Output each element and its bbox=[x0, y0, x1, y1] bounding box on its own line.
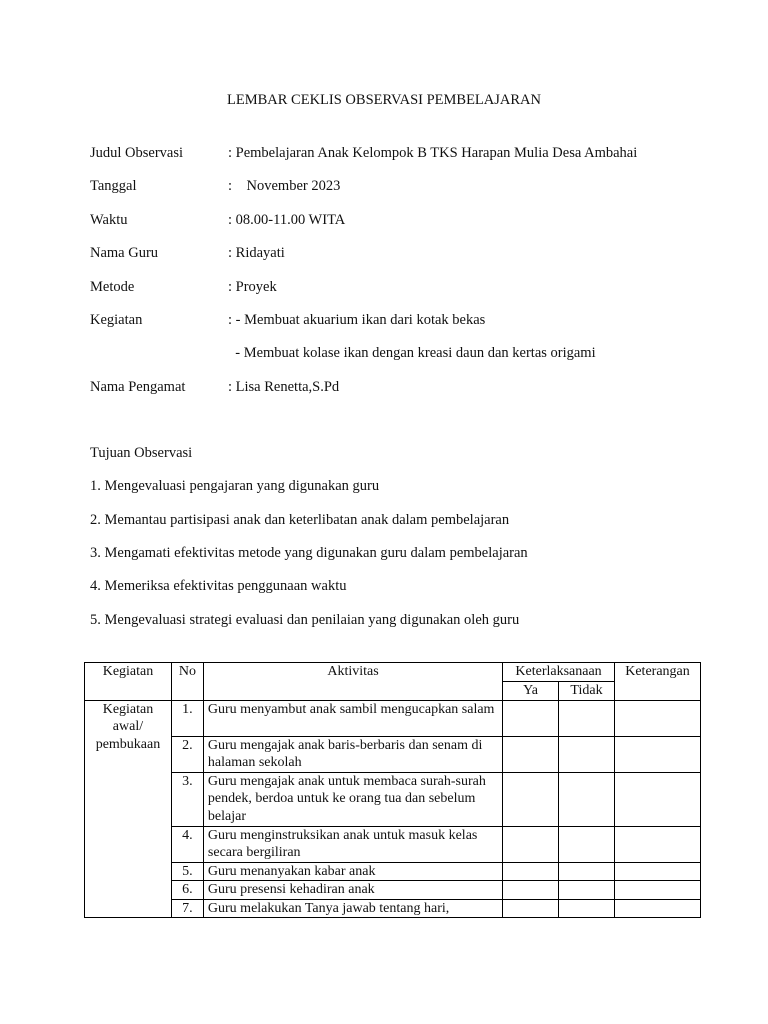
row-no: 1. bbox=[171, 700, 203, 736]
row-no: 3. bbox=[171, 772, 203, 826]
field-value: : 08.00-11.00 WITA bbox=[228, 212, 346, 228]
table-row bbox=[85, 826, 701, 862]
row-aktivitas: Guru menanyakan kabar anak bbox=[203, 862, 502, 881]
row-aktivitas: Guru melakukan Tanya jawab tentang hari, bbox=[203, 899, 502, 918]
field-label: Metode bbox=[90, 279, 135, 295]
tidak-cell[interactable] bbox=[559, 736, 615, 772]
ya-cell[interactable] bbox=[503, 700, 559, 736]
field-label: Nama Guru bbox=[90, 245, 159, 261]
ya-cell[interactable] bbox=[503, 881, 559, 900]
field-value: : Pembelajaran Anak Kelompok B TKS Harapan Mulia Desa Ambahai bbox=[228, 145, 638, 161]
keterangan-cell[interactable] bbox=[615, 826, 701, 862]
ya-cell[interactable] bbox=[503, 899, 559, 918]
tujuan-item: 3. Mengamati efektivitas metode yang digunakan guru dalam pembelajaran bbox=[90, 545, 528, 561]
header-no: No bbox=[171, 663, 203, 701]
header-ya: Ya bbox=[503, 682, 559, 701]
tidak-cell[interactable] bbox=[559, 772, 615, 826]
tidak-cell[interactable] bbox=[559, 899, 615, 918]
keterangan-cell[interactable] bbox=[615, 899, 701, 918]
field-label: Kegiatan bbox=[90, 312, 143, 328]
header-keterlaksanaan: Keterlaksanaan bbox=[503, 663, 615, 682]
row-aktivitas: Guru presensi kehadiran anak bbox=[203, 881, 502, 900]
field-value: : November 2023 bbox=[228, 178, 341, 194]
row-aktivitas: Guru menyambut anak sambil mengucapkan salam bbox=[203, 700, 502, 736]
tidak-cell[interactable] bbox=[559, 862, 615, 881]
keterangan-cell[interactable] bbox=[615, 700, 701, 736]
table-row bbox=[85, 700, 701, 736]
row-no: 4. bbox=[171, 826, 203, 862]
tidak-cell[interactable] bbox=[559, 881, 615, 900]
row-no: 7. bbox=[171, 899, 203, 918]
observation-table bbox=[84, 662, 701, 918]
field-label: Tanggal bbox=[90, 178, 137, 194]
keterangan-cell[interactable] bbox=[615, 881, 701, 900]
header-kegiatan: Kegiatan bbox=[85, 663, 172, 701]
row-no: 5. bbox=[171, 862, 203, 881]
header-tidak: Tidak bbox=[559, 682, 615, 701]
tujuan-item: 1. Mengevaluasi pengajaran yang digunakan guru bbox=[90, 478, 380, 494]
field-value: : Ridayati bbox=[228, 245, 285, 261]
field-label: Nama Pengamat bbox=[90, 379, 186, 395]
keterangan-cell[interactable] bbox=[615, 772, 701, 826]
field-label: Judul Observasi bbox=[90, 145, 184, 161]
row-no: 6. bbox=[171, 881, 203, 900]
tidak-cell[interactable] bbox=[559, 700, 615, 736]
row-aktivitas: Guru menginstruksikan anak untuk masuk kelas secara bergiliran bbox=[203, 826, 502, 862]
table-row bbox=[85, 881, 701, 900]
kegiatan-group-cell: Kegiatan awal/ pembukaan bbox=[85, 700, 172, 918]
keterangan-cell[interactable] bbox=[615, 736, 701, 772]
field-value: : - Membuat akuarium ikan dari kotak bekas bbox=[228, 312, 486, 328]
row-aktivitas: Guru mengajak anak baris-berbaris dan senam di halaman sekolah bbox=[203, 736, 502, 772]
tujuan-item: 4. Memeriksa efektivitas penggunaan waktu bbox=[90, 578, 347, 594]
field-value: : Lisa Renetta,S.Pd bbox=[228, 379, 340, 395]
tujuan-item: 2. Memantau partisipasi anak dan keterlibatan anak dalam pembelajaran bbox=[90, 512, 510, 528]
row-no: 2. bbox=[171, 736, 203, 772]
ya-cell[interactable] bbox=[503, 826, 559, 862]
ya-cell[interactable] bbox=[503, 862, 559, 881]
ya-cell[interactable] bbox=[503, 772, 559, 826]
field-value: : Proyek bbox=[228, 279, 277, 295]
row-aktivitas: Guru mengajak anak untuk membaca surah-surah pendek, berdoa untuk ke orang tua dan sebelum belajar bbox=[203, 772, 502, 826]
document-title: LEMBAR CEKLIS OBSERVASI PEMBELAJARAN bbox=[227, 92, 541, 108]
keterangan-cell[interactable] bbox=[615, 862, 701, 881]
table-row bbox=[85, 736, 701, 772]
field-value: - Membuat kolase ikan dengan kreasi daun dan kertas origami bbox=[228, 345, 596, 361]
field-label: Waktu bbox=[90, 212, 128, 228]
tujuan-heading: Tujuan Observasi bbox=[90, 445, 193, 461]
tujuan-item: 5. Mengevaluasi strategi evaluasi dan penilaian yang digunakan oleh guru bbox=[90, 612, 520, 628]
ya-cell[interactable] bbox=[503, 736, 559, 772]
table-row bbox=[85, 862, 701, 881]
table-row bbox=[85, 772, 701, 826]
header-keterangan: Keterangan bbox=[615, 663, 701, 701]
table-row bbox=[85, 899, 701, 918]
tidak-cell[interactable] bbox=[559, 826, 615, 862]
header-aktivitas: Aktivitas bbox=[203, 663, 502, 701]
